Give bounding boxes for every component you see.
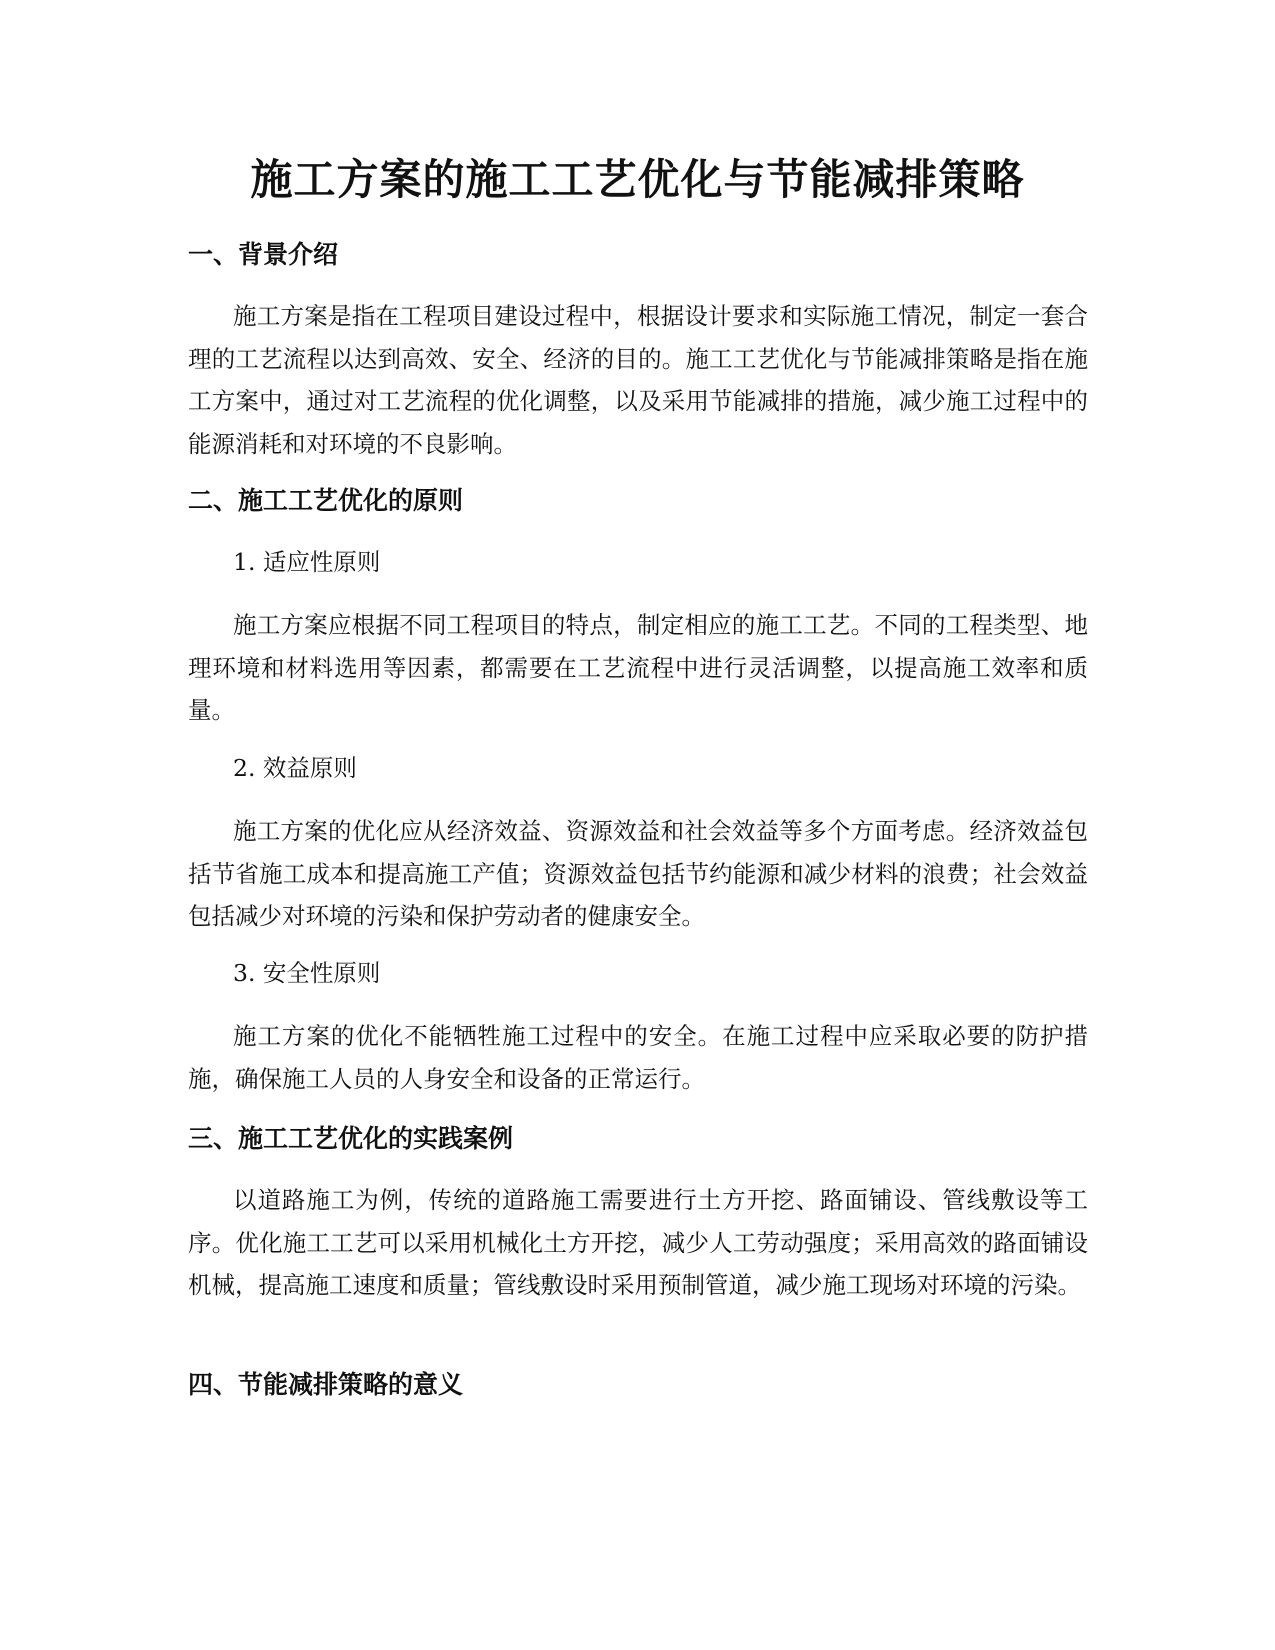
principle-paragraph-adaptability: 施工方案应根据不同工程项目的特点，制定相应的施工工艺。不同的工程类型、地理环境和材料选用等因素，都需要在工艺流程中进行灵活调整，以提高施工效率和质量。 xyxy=(188,611,1088,724)
principle-label-adaptability: 1. 适应性原则 xyxy=(233,548,381,576)
section-heading-principles: 二、施工工艺优化的原则 xyxy=(188,486,464,515)
section-paragraph-background: 施工方案是指在工程项目建设过程中，根据设计要求和实际施工情况，制定一套合理的工艺流程以达到高效、安全、经济的目的。施工工艺优化与节能减排策略是指在施工方案中，通过对工艺流程的优化调整，以及采用节能减排的措施，减少施工过程中的能源消耗和对环境的不良影响。 xyxy=(188,302,1088,458)
principle-paragraph-benefit: 施工方案的优化应从经济效益、资源效益和社会效益等多个方面考虑。经济效益包括节省施工成本和提高施工产值；资源效益包括节约能源和减少材料的浪费；社会效益包括减少对环境的污染和保护劳动者的健康安全。 xyxy=(188,817,1088,930)
principle-label-safety: 3. 安全性原则 xyxy=(233,959,381,987)
principle-label-benefit: 2. 效益原则 xyxy=(233,754,357,782)
principle-paragraph-safety: 施工方案的优化不能牺牲施工过程中的安全。在施工过程中应采取必要的防护措施，确保施工人员的人身安全和设备的正常运行。 xyxy=(188,1022,1088,1093)
section-paragraph-case-study: 以道路施工为例，传统的道路施工需要进行土方开挖、路面铺设、管线敷设等工序。优化施工工艺可以采用机械化土方开挖，减少人工劳动强度；采用高效的路面铺设机械，提高施工速度和质量；管线敷设时采用预制管道，减少施工现场对环境的污染。 xyxy=(188,1186,1088,1299)
document-title: 施工方案的施工工艺优化与节能减排策略 xyxy=(250,155,1025,204)
section-heading-energy-saving: 四、节能减排策略的意义 xyxy=(188,1370,464,1399)
section-heading-case-study: 三、施工工艺优化的实践案例 xyxy=(188,1124,514,1153)
section-heading-background: 一、背景介绍 xyxy=(188,240,339,269)
